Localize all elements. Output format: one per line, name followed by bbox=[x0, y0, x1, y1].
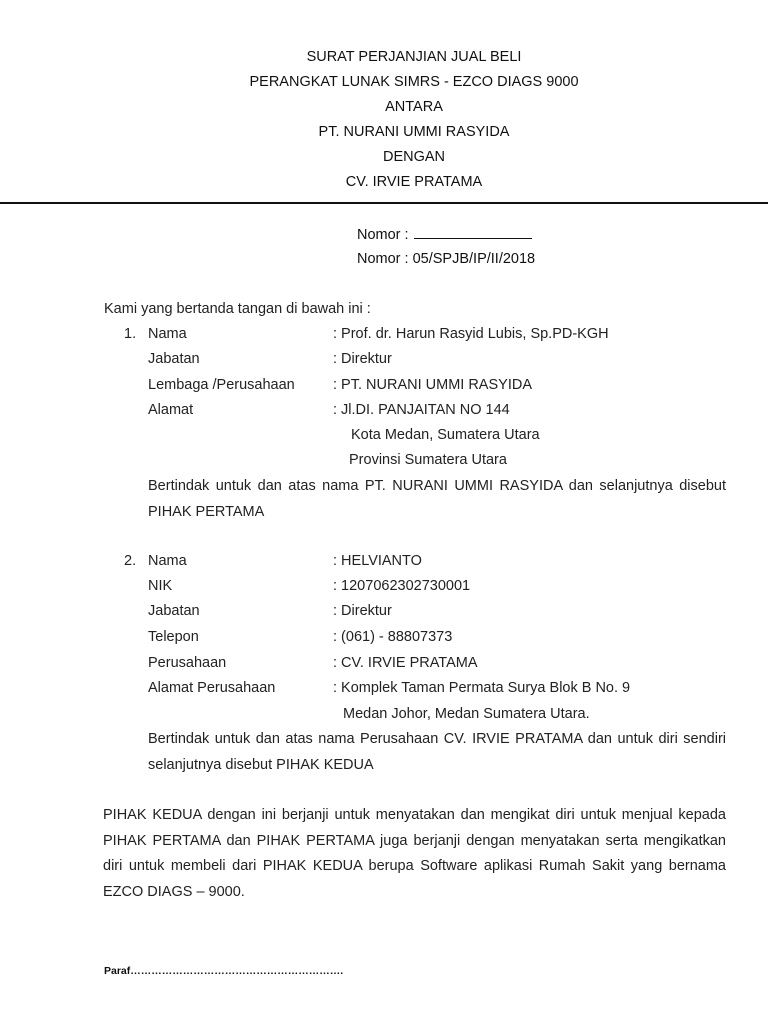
party2-number: 2. bbox=[124, 553, 137, 569]
nomor-number: Nomor : 05/SPJB/IP/II/2018 bbox=[357, 251, 536, 267]
party2-statement-line2: selanjutnya disebut PIHAK KEDUA bbox=[148, 756, 374, 773]
party2-position-value: : Direktur bbox=[333, 603, 392, 619]
party1-institution-label: Lembaga /Perusahaan bbox=[148, 377, 295, 393]
party2-phone-label: Telepon bbox=[148, 629, 199, 645]
title-line-4: PT. NURANI UMMI RASYIDA bbox=[318, 124, 510, 140]
title-line-2: PERANGKAT LUNAK SIMRS - EZCO DIAGS 9000 bbox=[249, 74, 579, 90]
party1-position-label: Jabatan bbox=[148, 351, 200, 367]
party2-nik-value: : 1207062302730001 bbox=[333, 578, 471, 594]
paraf-line: Paraf……………………………………………………. bbox=[104, 965, 344, 977]
agreement-line1: PIHAK KEDUA dengan ini berjanji untuk menyatakan dan mengikat diri untuk menjual kepada bbox=[103, 807, 726, 823]
party1-address-line2: Kota Medan, Sumatera Utara bbox=[351, 427, 540, 443]
title-line-5: DENGAN bbox=[382, 149, 446, 165]
party2-statement bbox=[148, 727, 726, 778]
party2-position-label: Jabatan bbox=[148, 603, 200, 619]
party1-name-value: : Prof. dr. Harun Rasyid Lubis, Sp.PD-KGH bbox=[333, 326, 609, 342]
party1-institution-value: : PT. NURANI UMMI RASYIDA bbox=[333, 377, 532, 393]
nomor-blank-line bbox=[357, 226, 532, 243]
party2-nik-label: NIK bbox=[148, 578, 173, 594]
party1-statement-line1: Bertindak untuk dan atas nama PT. NURANI UMMI RASYIDA dan selanjutnya disebut bbox=[148, 478, 726, 494]
party1-address-label: Alamat bbox=[148, 402, 194, 418]
party1-number: 1. bbox=[124, 326, 137, 342]
party2-statement-line1: Bertindak untuk dan atas nama Perusahaan CV. IRVIE PRATAMA dan untuk diri sendiri bbox=[148, 731, 726, 747]
agreement-line3: diri untuk membeli dari PIHAK KEDUA berupa Software aplikasi Rumah Sakit yang bernama bbox=[103, 858, 726, 874]
nomor-blank bbox=[414, 226, 532, 239]
party2-address-value: : Komplek Taman Permata Surya Blok B No. 9 bbox=[333, 680, 631, 696]
intro-text: Kami yang bertanda tangan di bawah ini : bbox=[104, 301, 371, 317]
party1-statement-line2: PIHAK PERTAMA bbox=[148, 503, 265, 520]
header-divider bbox=[0, 202, 768, 204]
party2-company-value: : CV. IRVIE PRATAMA bbox=[333, 655, 478, 671]
party2-company-label: Perusahaan bbox=[148, 655, 227, 671]
party1-position-value: : Direktur bbox=[333, 351, 392, 367]
title-line-3: ANTARA bbox=[385, 99, 443, 115]
title-line-6: CV. IRVIE PRATAMA bbox=[345, 174, 483, 190]
party2-address-label: Alamat Perusahaan bbox=[148, 680, 276, 696]
party2-name-value: : HELVIANTO bbox=[333, 553, 422, 569]
party1-address-value: : Jl.DI. PANJAITAN NO 144 bbox=[333, 402, 510, 418]
party1-name-label: Nama bbox=[148, 326, 187, 342]
agreement-paragraph bbox=[103, 803, 726, 905]
party2-name-label: Nama bbox=[148, 553, 187, 569]
party1-statement bbox=[148, 474, 726, 525]
party2-phone-value: : (061) - 88807373 bbox=[333, 629, 453, 645]
party1-address-line3: Provinsi Sumatera Utara bbox=[349, 452, 507, 468]
nomor-label: Nomor : bbox=[357, 227, 409, 243]
party2-address-line2: Medan Johor, Medan Sumatera Utara. bbox=[343, 706, 590, 722]
title-line-1: SURAT PERJANJIAN JUAL BELI bbox=[306, 49, 522, 65]
agreement-line2: PIHAK PERTAMA dan PIHAK PERTAMA juga berjanji dengan menyatakan serta mengikatkan bbox=[103, 832, 726, 849]
agreement-line4: EZCO DIAGS – 9000. bbox=[103, 883, 245, 900]
